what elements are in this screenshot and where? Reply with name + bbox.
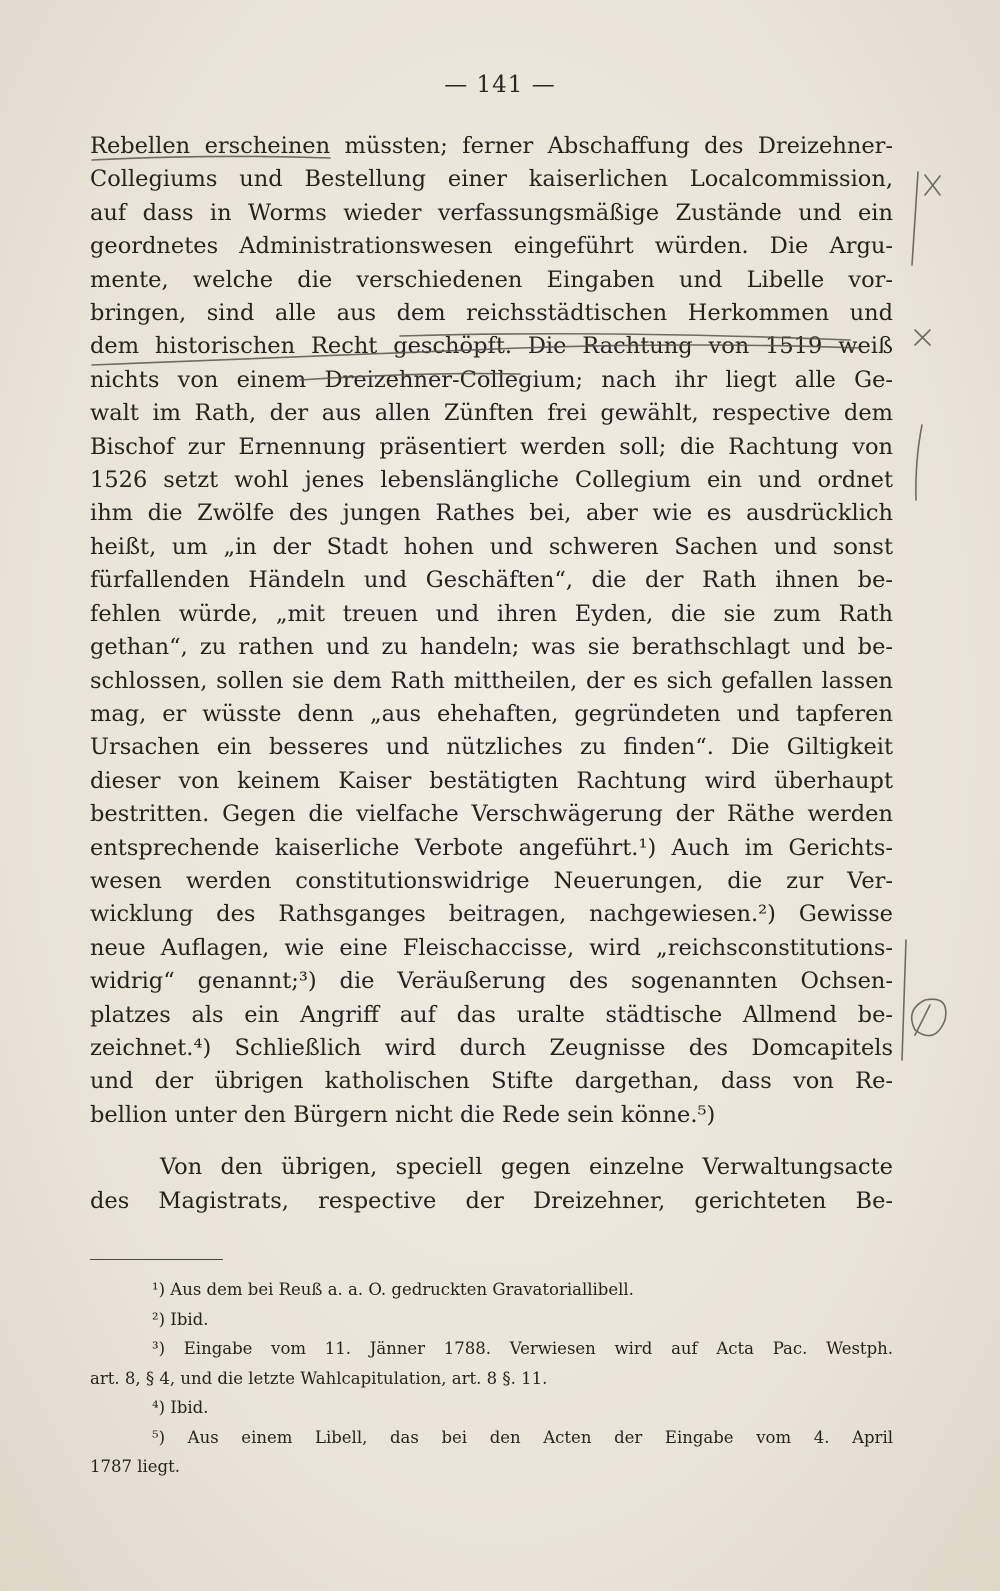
- text-line: widrig“ genannt;³) die Veräußerung des sogenannten Ochsen-: [90, 968, 893, 995]
- text-line: walt im Rath, der aus allen Zünften frei gewählt, respective dem: [90, 400, 893, 427]
- margin-x-mark: [915, 330, 930, 345]
- paragraph-2: [90, 1151, 893, 1218]
- footnote-1: ¹) Aus dem bei Reuß a. a. O. gedruckten Gravatoriallibell.: [152, 1280, 634, 1299]
- text-line: dem historischen Recht geschöpft. Die Rachtung von 1519 weiß: [90, 333, 893, 360]
- text-line: Von den übrigen, speciell gegen einzelne Verwaltungsacte: [160, 1154, 893, 1181]
- page-number: — 141 —: [444, 72, 556, 98]
- text-line: fehlen würde, „mit treuen und ihren Eyden, die sie zum Rath: [90, 600, 893, 627]
- margin-circle-mark: [912, 999, 946, 1035]
- text-line: Rebellen erscheinen müssten; ferner Abschaffung des Dreizehner-: [90, 133, 893, 159]
- text-line: gethan“, zu rathen und zu handeln; was sie berathschlagt und be-: [90, 634, 893, 661]
- footnote-separator: [90, 1259, 223, 1260]
- footnote-2: ²) Ibid.: [152, 1309, 209, 1329]
- text-line: und der übrigen katholischen Stifte dargethan, dass von Re-: [90, 1068, 893, 1095]
- text-line: neue Auflagen, wie eine Fleischaccisse, wird „reichsconstitutions-: [90, 934, 893, 961]
- text-line: platzes als ein Angriff auf das uralte städtische Allmend be-: [90, 1001, 893, 1028]
- text-line: dieser von keinem Kaiser bestätigten Rachtung wird überhaupt: [90, 767, 893, 794]
- footnote-5-continuation: 1787 liegt.: [90, 1457, 180, 1476]
- text-line: ihm die Zwölfe des jungen Rathes bei, aber wie es ausdrücklich: [90, 500, 893, 527]
- text-line: geordnetes Administrationswesen eingeführt würden. Die Argu-: [90, 233, 893, 260]
- text-line: schlossen, sollen sie dem Rath mittheilen, der es sich gefallen lassen: [90, 667, 893, 694]
- text-line: Collegiums und Bestellung einer kaiserlichen Localcommission,: [90, 166, 893, 193]
- footnote-3: ³) Eingabe vom 11. Jänner 1788. Verwiesen wird auf Acta Pac. Westph.: [152, 1339, 893, 1358]
- margin-tick-mark: [915, 1005, 930, 1035]
- text-line: nichts von einem Dreizehner-Collegium; nach ihr liegt alle Ge-: [90, 366, 893, 393]
- text-line: bellion unter den Bürgern nicht die Rede sein könne.⁵): [90, 1101, 716, 1128]
- footnote-4: ⁴) Ibid.: [152, 1398, 209, 1417]
- text-line: bringen, sind alle aus dem reichsstädtischen Herkommen und: [90, 300, 893, 327]
- text-line: wesen werden constitutionswidrige Neuerungen, die zur Ver-: [90, 867, 893, 894]
- margin-bracket-line: [916, 425, 922, 500]
- text-line: mag, er wüsste denn „aus ehehaften, gegründeten und tapferen: [90, 700, 893, 727]
- main-text: [90, 130, 893, 1218]
- text-line: bestritten. Gegen die vielfache Verschwägerung der Räthe werden: [90, 801, 893, 828]
- text-line: heißt, um „in der Stadt hohen und schweren Sachen und sonst: [90, 533, 893, 560]
- text-line: wicklung des Rathsganges beitragen, nachgewiesen.²) Gewisse: [90, 901, 893, 928]
- text-line: des Magistrats, respective der Dreizehner, gerichteten Be-: [90, 1187, 893, 1214]
- text-line: auf dass in Worms wieder verfassungsmäßige Zustände und ein: [90, 199, 893, 226]
- margin-bracket-line: [902, 940, 906, 1060]
- margin-x-mark: [925, 175, 940, 195]
- footnote-3-continuation: art. 8, § 4, und die letzte Wahlcapitulation, art. 8 §. 11.: [90, 1368, 548, 1388]
- text-line: fürfallenden Händeln und Geschäften“, die der Rath ihnen be-: [90, 567, 893, 594]
- footnotes: [90, 1275, 893, 1482]
- text-line: zeichnet.⁴) Schließlich wird durch Zeugnisse des Domcapitels: [90, 1034, 893, 1061]
- text-line: Bischof zur Ernennung präsentiert werden soll; die Rachtung von: [90, 433, 893, 460]
- text-line: Ursachen ein besseres und nützliches zu finden“. Die Giltigkeit: [90, 734, 893, 761]
- text-line: mente, welche die verschiedenen Eingaben und Libelle vor-: [90, 266, 893, 293]
- footnote-5: ⁵) Aus einem Libell, das bei den Acten der Eingabe vom 4. April: [152, 1427, 893, 1447]
- margin-bracket-line: [912, 172, 918, 265]
- paragraph-1: [90, 130, 893, 1132]
- text-line: entsprechende kaiserliche Verbote angeführt.¹) Auch im Gerichts-: [90, 834, 893, 861]
- text-line: 1526 setzt wohl jenes lebenslängliche Collegium ein und ordnet: [90, 467, 893, 494]
